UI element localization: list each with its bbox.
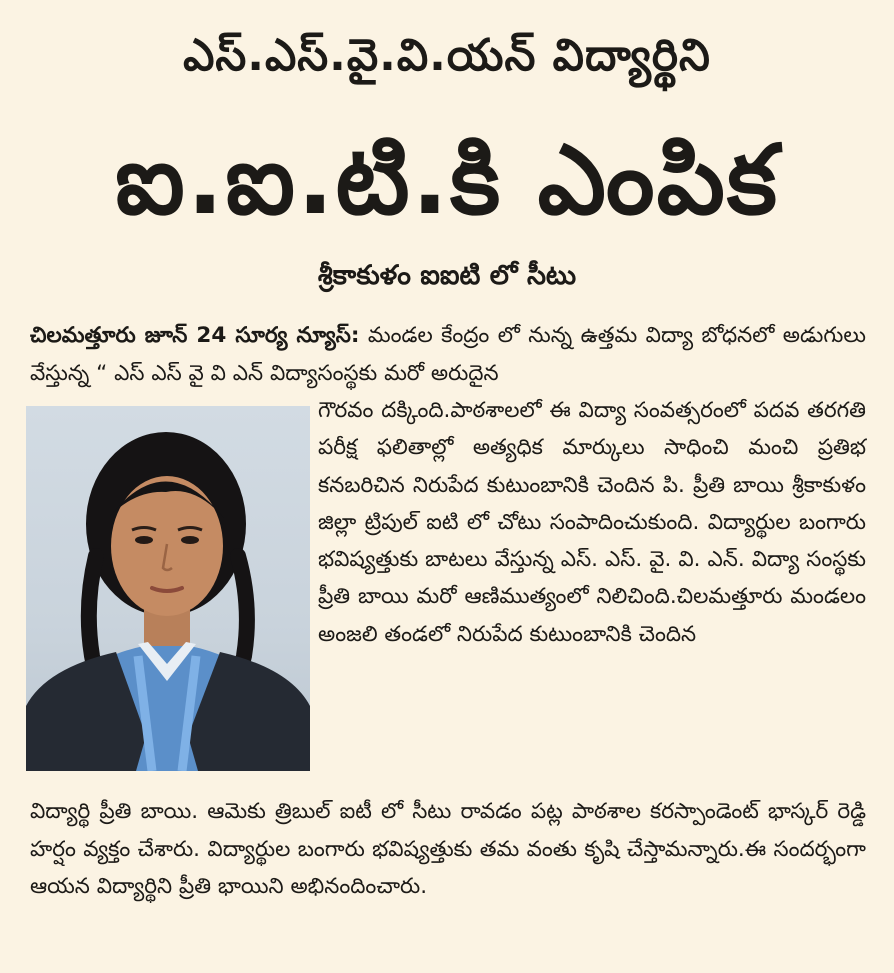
intro-text: మండల కేంద్రం లో నున్న ఉత్తమ విద్యా బోధనలో అడుగులు వేస్తున్న “ ఎస్ ఎస్ వై వి ఎన్ విద్యాసంస్థకు మరో అరుదైన <box>30 323 866 386</box>
article-closing <box>30 793 866 906</box>
closing-paragraph: విద్యార్థి ప్రీతి బాయి. ఆమెకు త్రిబుల్ ఐటీ లో సీటు రావడం పట్ల పాఠశాల కరస్పాండెంట్ భాస్కర్ రెడ్డి హర్షం వ్యక్తం చేశారు. విద్యార్థుల బంగారు భవిష్యత్తుకు తమ వంతు కృషి చేస్తామన్నారు.ఈ సందర్భంగా ఆయన విద్యార్థిని ప్రీతి భాయిని అభినందించారు. <box>30 799 866 899</box>
student-portrait-image <box>26 406 310 771</box>
side-paragraph: గౌరవం దక్కింది.పాఠశాలలో ఈ విద్యా సంవత్సరంలో పదవ తరగతి పరీక్ష ఫలితాల్లో అత్యధిక మార్కులు సాధించి మంచి ప్రతిభ కనబరిచిన నిరుపేద కుటుంబానికి చెందిన పి. ప్రీతి బాయి శ్రీకాకుళం జిల్లా ట్రిపుల్ ఐటి లో చోటు సంపాదించుకుంది. విద్యార్థుల బంగారు భవిష్యత్తుకు బాటలు వేస్తున్న ఎస్. ఎస్. వై. వి. ఎన్. విద్యా సంస్థకు ప్రీతి బాయి మరో ఆణిముత్యంలో నిలిచింది.చిలమత్తూరు మండలం అంజలి తండలో నిరుపేద కుటుంబానికి చెందిన <box>318 398 866 647</box>
dateline: చిలమత్తూరు జూన్ 24 సూర్య న్యూస్: <box>30 323 360 348</box>
article-intro <box>30 317 866 392</box>
subheadline: శ్రీకాకుళం ఐఐటి లో సీటు <box>317 260 577 291</box>
article-column-beside-photo <box>318 392 866 653</box>
kicker-headline: ఎస్.ఎస్.వై.వి.యన్ విద్యార్థిని <box>183 30 711 81</box>
main-headline: ఐ.ఐ.టి.కి ఎంపిక <box>115 124 779 236</box>
student-photo <box>26 406 310 771</box>
